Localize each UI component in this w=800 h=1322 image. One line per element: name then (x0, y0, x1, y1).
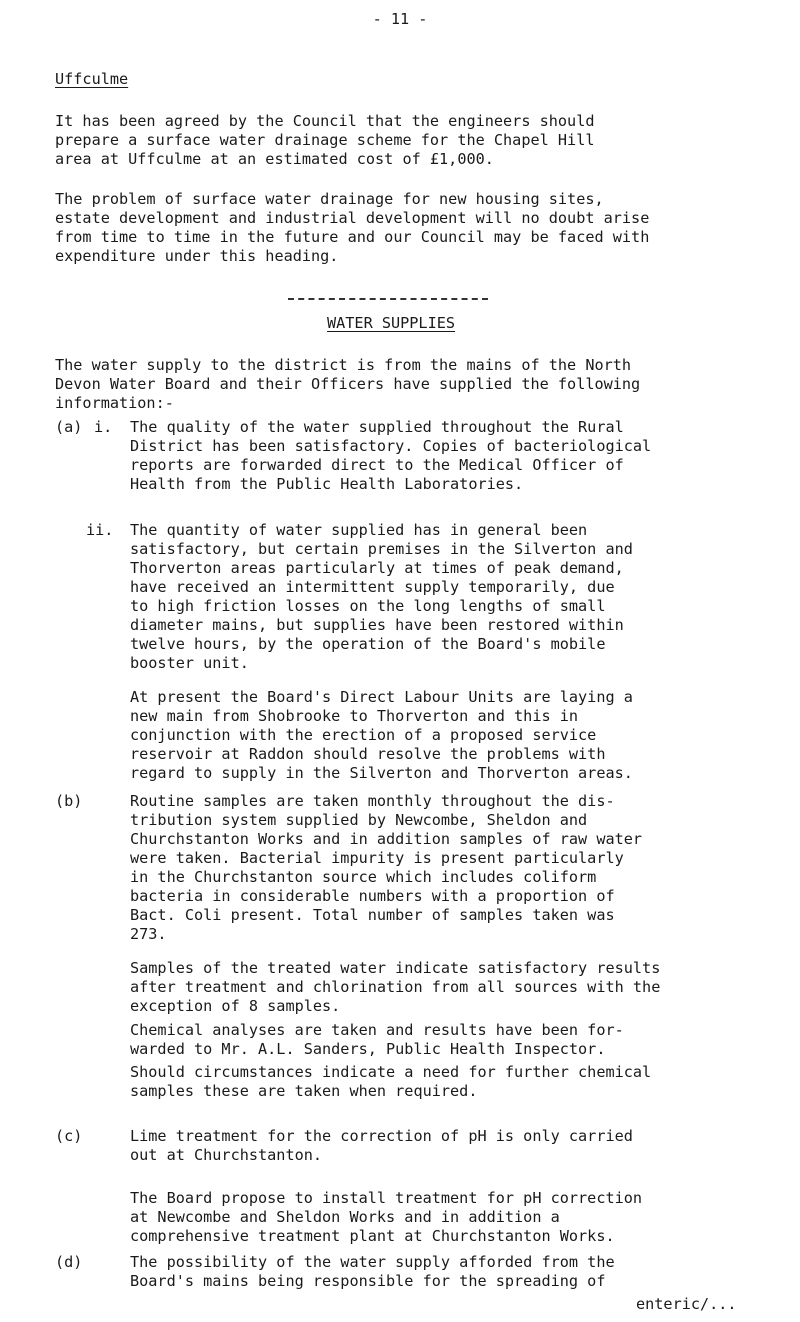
item-b-paragraph-2: Samples of the treated water indicate satisfactory results after treatment and chlorination from all sources with the exception of 8 samples. (130, 959, 661, 1015)
section-heading-uffculme: Uffculme (55, 70, 129, 88)
water-supplies-heading: WATER SUPPLIES (327, 314, 456, 332)
page-number: - 11 - (372, 10, 428, 28)
item-b-paragraph-4: Should circumstances indicate a need for further chemical samples these are taken when required. (130, 1063, 652, 1100)
uffculme-paragraph-2: The problem of surface water drainage for new housing sites, estate development and industrial development will no doubt arise from time to time in the future and our Council may be faced with expenditure under this heading. (55, 190, 650, 265)
item-a-ii-text: The quantity of water supplied has in general been satisfactory, but certain premises in the Silverton and Thorverton areas particularly at times of peak demand, have received an intermittent supply temporarily, due to high friction losses on the long lengths of small diameter mains, but supplies have been restored within twelve hours, by the operation of the Board's mobile booster unit. (130, 521, 633, 672)
catchword: enteric/... (636, 1295, 737, 1313)
uffculme-paragraph-1: It has been agreed by the Council that the engineers should prepare a surface water drainage scheme for the Chapel Hill area at Uffculme at an estimated cost of £1,000. (55, 112, 595, 168)
item-c-label: (c) (55, 1127, 83, 1145)
item-a-i-text: The quality of the water supplied throughout the Rural District has been satisfactory. Copies of bacteriological reports are forwarded direct to the Medical Officer of Health from the Public Health Laboratories. (130, 418, 652, 493)
water-supplies-intro: The water supply to the district is from the mains of the North Devon Water Board and their Officers have supplied the following information:- (55, 356, 641, 412)
item-d-paragraph-1: The possibility of the water supply afforded from the Board's mains being responsible for the spreading of (130, 1253, 615, 1290)
item-b-paragraph-3: Chemical analyses are taken and results have been for- warded to Mr. A.L. Sanders, Public Health Inspector. (130, 1021, 624, 1058)
section-divider (288, 298, 488, 300)
item-a-ii-text-continued: At present the Board's Direct Labour Units are laying a new main from Shobrooke to Thorverton and this in conjunction with the erection of a proposed service reservoir at Raddon should resolve the problems with regard to supply in the Silverton and Thorverton areas. (130, 688, 633, 782)
item-a-ii-number: ii. (86, 521, 114, 539)
item-c-paragraph-1: Lime treatment for the correction of pH is only carried out at Churchstanton. (130, 1127, 633, 1164)
item-d-label: (d) (55, 1253, 83, 1271)
item-a-i-number: i. (94, 418, 113, 436)
item-a-label: (a) (55, 418, 83, 436)
item-b-label: (b) (55, 792, 83, 810)
item-c-paragraph-2: The Board propose to install treatment for pH correction at Newcombe and Sheldon Works and in addition a comprehensive treatment plant at Churchstanton Works. (130, 1189, 643, 1245)
item-b-paragraph-1: Routine samples are taken monthly throughout the dis- tribution system supplied by Newcombe, Sheldon and Churchstanton Works and in addition samples of raw water were taken. Bacterial impurity is present particularly in the Churchstanton source which includes coliform bacteria in considerable numbers with a proportion of Bact. Coli present. Total number of samples taken was 273. (130, 792, 643, 943)
